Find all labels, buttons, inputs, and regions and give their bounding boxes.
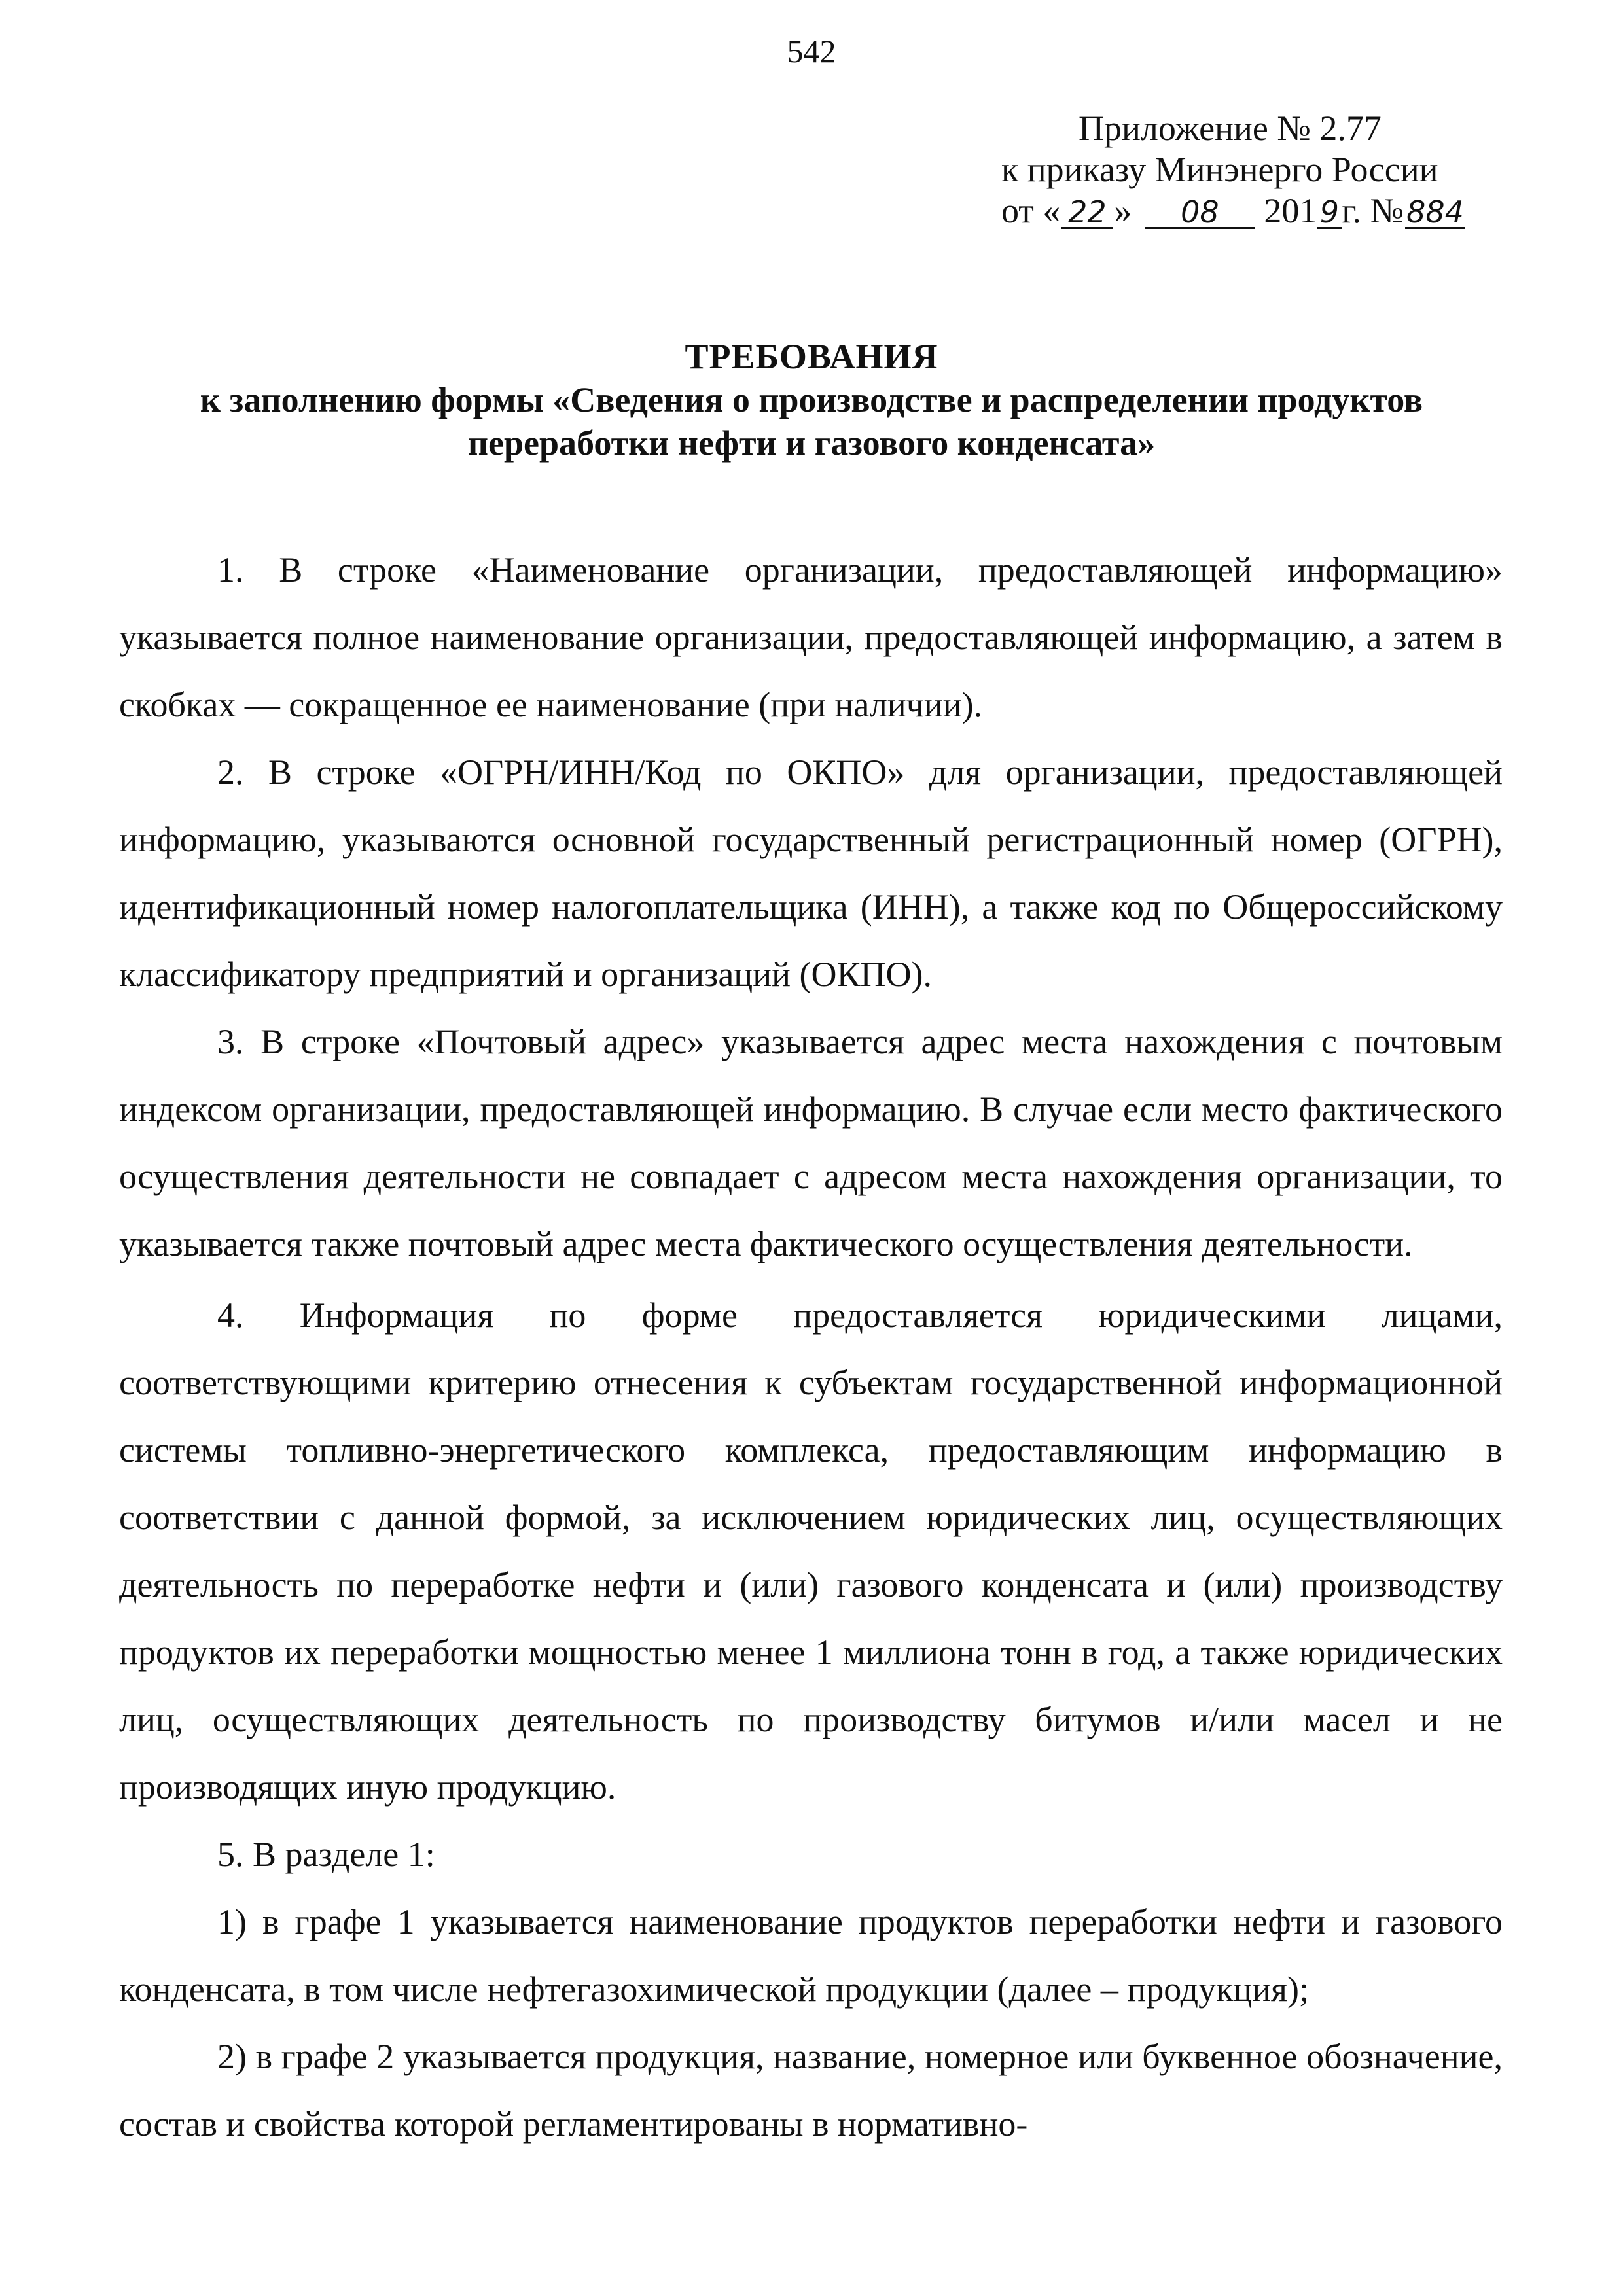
paragraph-5: 5. В разделе 1: (217, 1835, 435, 1874)
page-number: 542 (787, 33, 836, 69)
handwritten-order-number: 884 (1405, 197, 1465, 229)
document-title (98, 335, 1525, 465)
title-line-2: к заполнению формы «Сведения о производстве и распределении продуктов (200, 380, 1423, 419)
handwritten-year-digit: 9 (1317, 197, 1342, 229)
paragraph-5-item-2: 2) в графе 2 указывается продукция, название, номерное или буквенное обозначение, состав и свойства которой регламентированы в нормативно- (119, 2037, 1503, 2144)
title-line-3: переработки нефти и газового конденсата» (467, 423, 1156, 463)
appendix-date-line (1001, 190, 1538, 232)
date-prefix: от « (1001, 191, 1061, 230)
handwritten-month: 08 (1145, 197, 1255, 229)
paragraph-5-item-1: 1) в графе 1 указывается наименование продуктов переработки нефти и газового конденсата, в том числе нефтегазохимической продукции (далее – продукция); (119, 1902, 1503, 2009)
appendix-header (1001, 108, 1538, 232)
year-suffix: г. № (1342, 191, 1404, 230)
document-body (119, 537, 1503, 2158)
handwritten-day: 22 (1061, 197, 1113, 229)
year-prefix: 201 (1264, 191, 1317, 230)
appendix-order-ref: к приказу Минэнерго России (1001, 150, 1438, 189)
paragraph-3: 3. В строке «Почтовый адрес» указывается адрес места нахождения с почтовым индексом организации, предоставляющей информацию. В случае если место фактического осуществления деятельности не совпадает с адресом места нахождения организации, то указывается также почтовый адрес места фактического осуществления деятельности. (119, 1022, 1503, 1263)
appendix-title: Приложение № 2.77 (1079, 109, 1382, 148)
paragraph-2: 2. В строке «ОГРН/ИНН/Код по ОКПО» для организации, предоставляющей информацию, указываются основной государственный регистрационный номер (ОГРН), идентификационный номер налогоплательщика (ИНН), а также код по Общероссийскому классификатору предприятий и организаций (ОКПО). (119, 752, 1503, 994)
title-main: ТРЕБОВАНИЯ (685, 337, 938, 376)
paragraph-1: 1. В строке «Наименование организации, предоставляющей информацию» указывается полное наименование организации, предоставляющей информацию, а затем в скобках — сокращенное ее наименование (при наличии). (119, 550, 1503, 724)
date-day-close: » (1114, 191, 1132, 230)
paragraph-4: 4. Информация по форме предоставляется юридическими лицами, соответствующими критерию отнесения к субъектам государственной информационной системы топливно-энергетического комплекса, предоставляющим информацию в соответствии с данной формой, за исключением юридических лиц, осуществляющих деятельность по переработке нефти и (или) газового конденсата и (или) производству продуктов их переработки мощностью менее 1 миллиона тонн в год, а также юридических лиц, осуществляющих деятельность по производству битумов и/или масел и не производящих иную продукцию. (119, 1296, 1503, 1807)
